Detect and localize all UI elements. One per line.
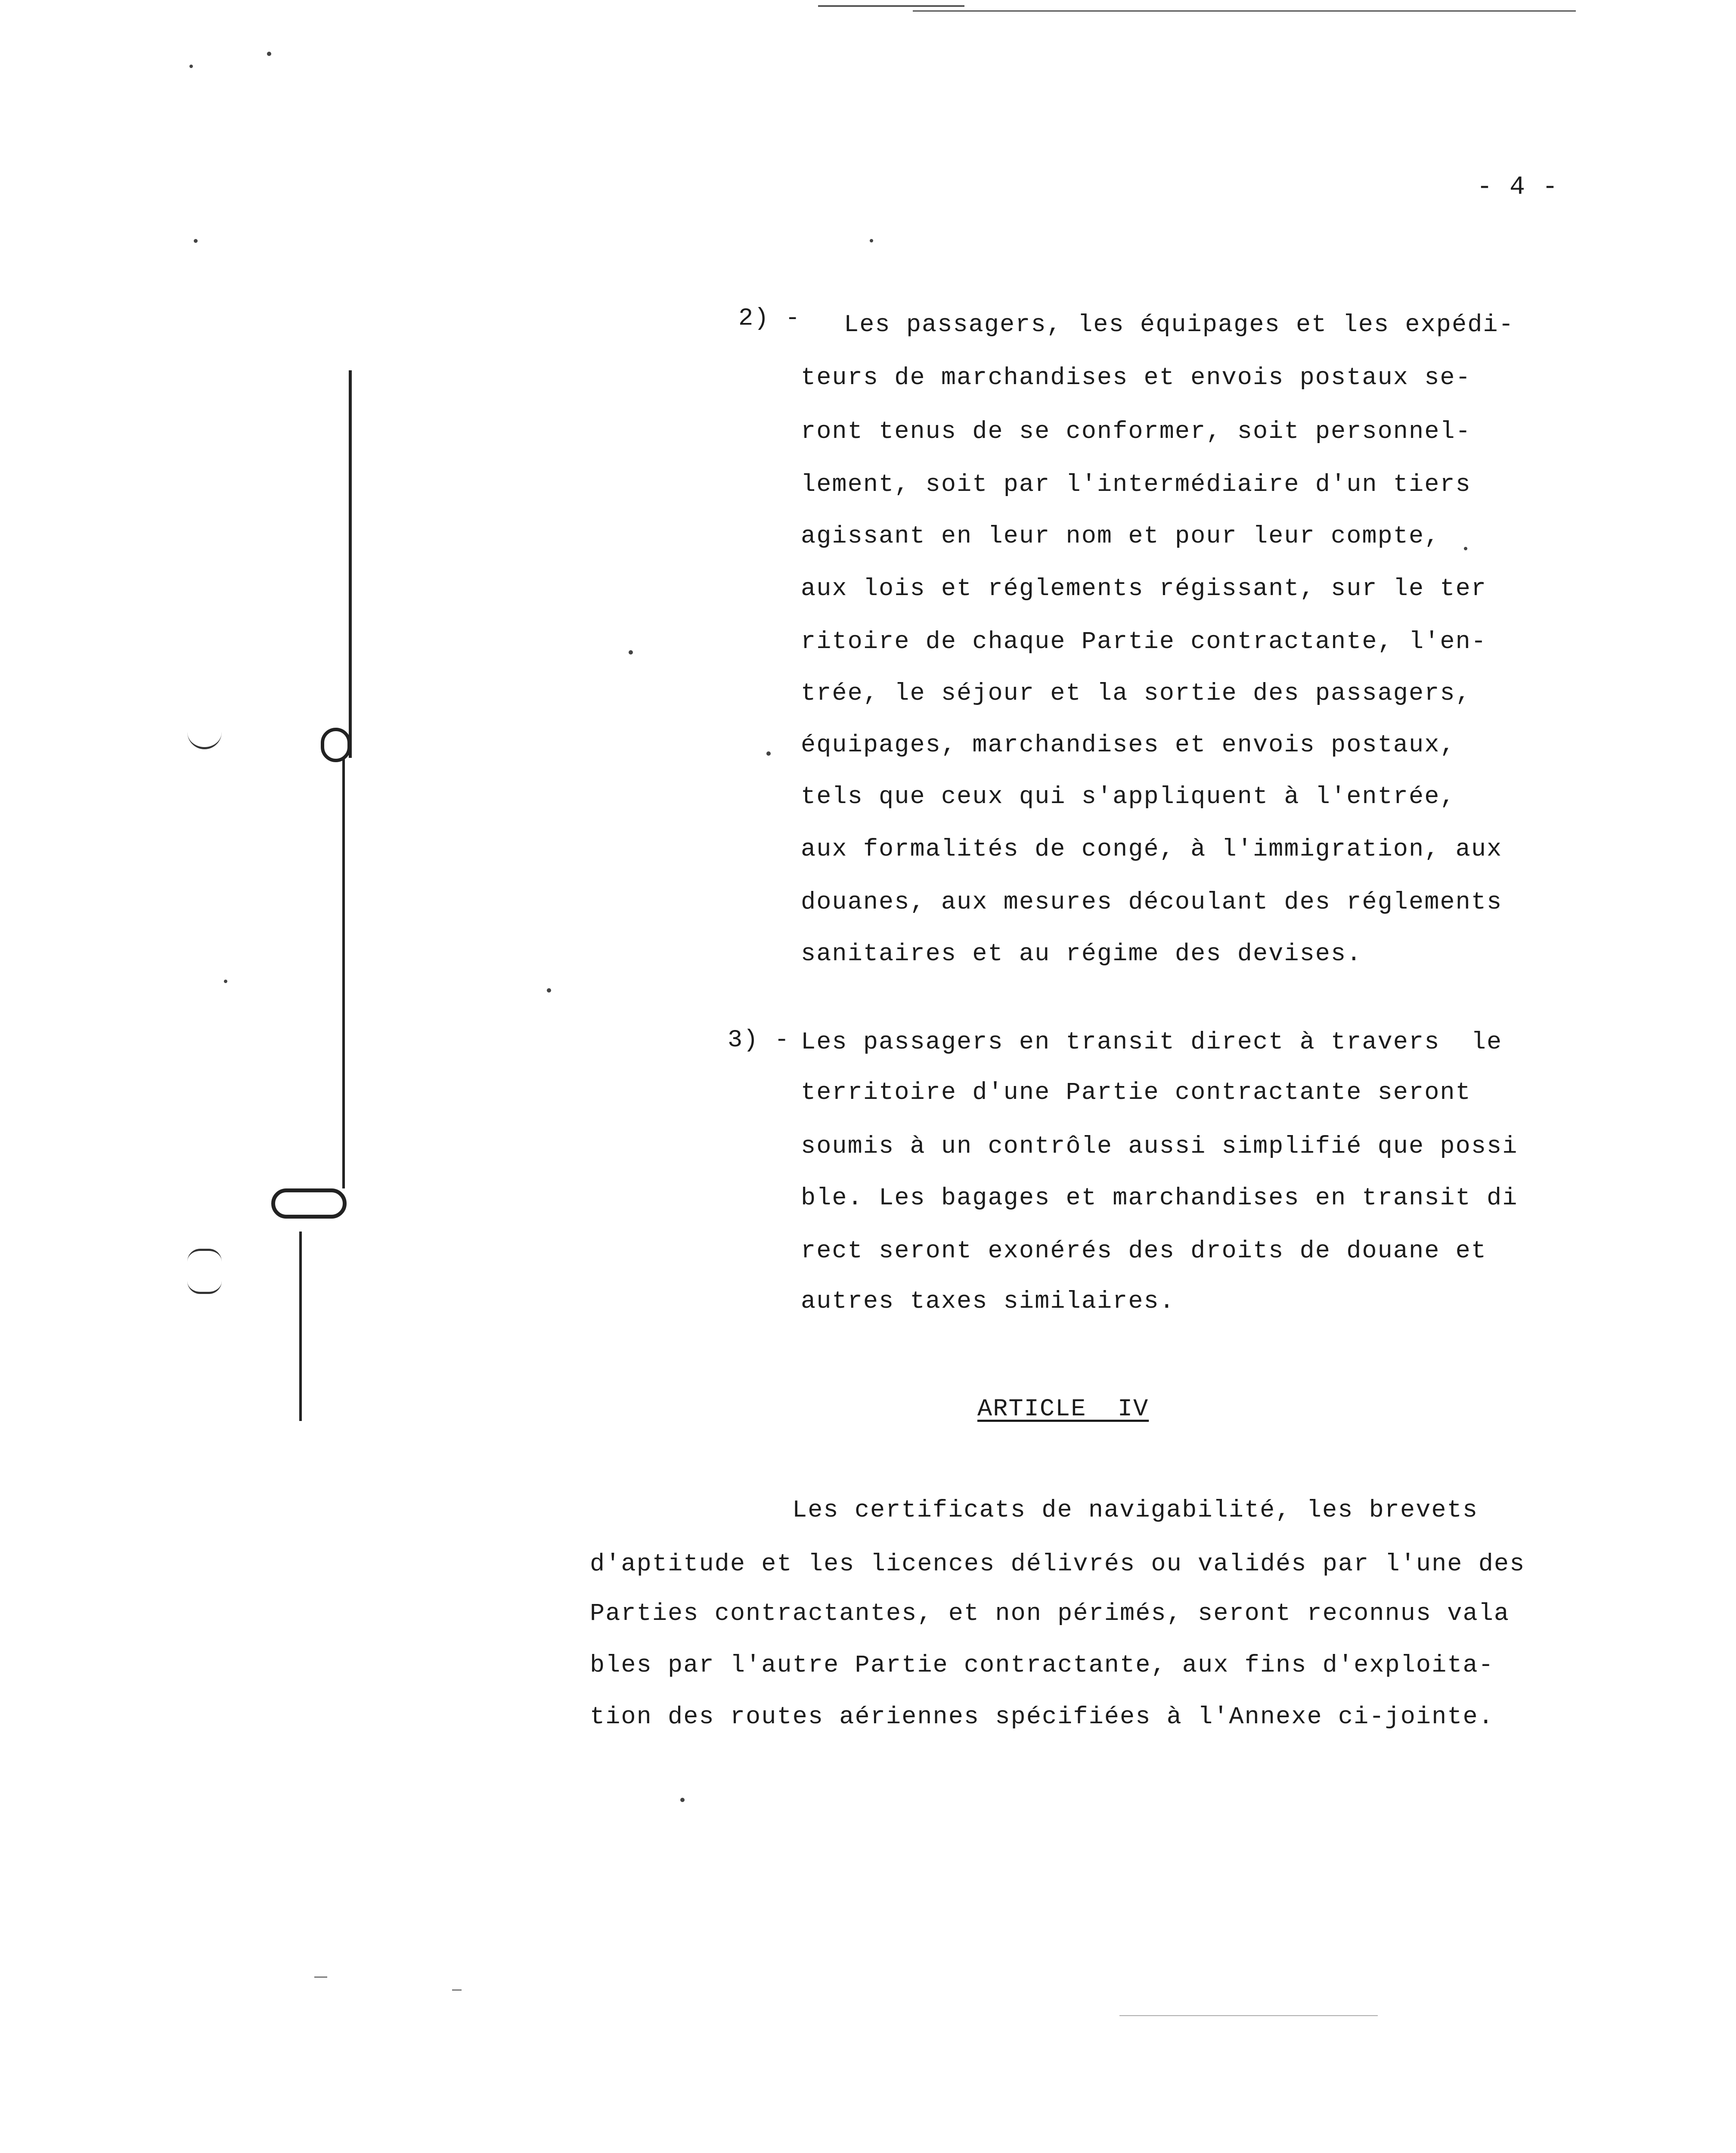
text-line: lement, soit par l'intermédiaire d'un tiers xyxy=(801,471,1471,499)
punch-hole-mark xyxy=(321,728,351,762)
text-line: agissant en leur nom et pour leur compte, xyxy=(801,523,1440,550)
page-number: - 4 - xyxy=(1477,173,1559,202)
text-line: Les certificats de navigabilité, les brevets xyxy=(792,1497,1479,1524)
text-line: Parties contractantes, et non périmés, seront reconnus vala xyxy=(590,1600,1510,1628)
speck xyxy=(314,1976,327,1978)
top-edge-rule xyxy=(818,5,964,7)
speck xyxy=(870,239,873,242)
binding-line xyxy=(299,1232,302,1421)
speck xyxy=(547,988,551,993)
paragraph-number: 2) - xyxy=(738,305,801,332)
text-line: ble. Les bagages et marchandises en transit di xyxy=(801,1185,1518,1212)
text-line: aux lois et réglements régissant, sur le ter xyxy=(801,575,1487,603)
text-line: Les passagers, les équipages et les expédi- xyxy=(844,311,1514,339)
text-line: teurs de marchandises et envois postaux se- xyxy=(801,364,1471,392)
margin-mark xyxy=(187,732,222,749)
speck xyxy=(766,751,771,756)
speck xyxy=(629,650,633,655)
text-line: équipages, marchandises et envois postaux, xyxy=(801,732,1456,759)
margin-mark xyxy=(187,1281,222,1294)
text-line: ront tenus de se conformer, soit personnel- xyxy=(801,418,1471,446)
text-line: Les passagers en transit direct à travers le xyxy=(801,1029,1503,1056)
text-line: rect seront exonérés des droits de douane et xyxy=(801,1238,1487,1265)
margin-mark xyxy=(187,1249,222,1262)
text-line: territoire d'une Partie contractante seront xyxy=(801,1079,1471,1107)
binding-line xyxy=(342,758,345,1188)
speck xyxy=(267,52,271,56)
text-line: sanitaires et au régime des devises. xyxy=(801,940,1362,968)
paragraph-number: 3) - xyxy=(728,1027,790,1054)
punch-hole-mark xyxy=(271,1188,347,1219)
text-line: tels que ceux qui s'appliquent à l'entrée, xyxy=(801,783,1456,811)
speck xyxy=(680,1798,685,1802)
text-line: bles par l'autre Partie contractante, aux fins d'exploita- xyxy=(590,1652,1494,1679)
top-edge-rule xyxy=(913,10,1576,12)
text-line: aux formalités de congé, à l'immigration, aux xyxy=(801,836,1503,863)
text-line: ritoire de chaque Partie contractante, l'en- xyxy=(801,628,1487,656)
binding-line xyxy=(349,370,352,758)
speck xyxy=(452,1989,462,1991)
speck xyxy=(1119,2015,1378,2016)
text-line: autres taxes similaires. xyxy=(801,1288,1175,1315)
speck xyxy=(224,980,227,983)
speck xyxy=(1464,547,1467,550)
article-heading: ARTICLE IV xyxy=(977,1396,1149,1423)
text-line: tion des routes aériennes spécifiées à l'Annexe ci-jointe. xyxy=(590,1703,1494,1731)
text-line: soumis à un contrôle aussi simplifié que possi xyxy=(801,1133,1518,1160)
speck xyxy=(189,65,193,68)
speck xyxy=(194,239,198,243)
text-line: douanes, aux mesures découlant des réglements xyxy=(801,889,1503,916)
text-line: d'aptitude et les licences délivrés ou validés par l'une des xyxy=(590,1551,1525,1578)
text-line: trée, le séjour et la sortie des passagers, xyxy=(801,680,1471,707)
